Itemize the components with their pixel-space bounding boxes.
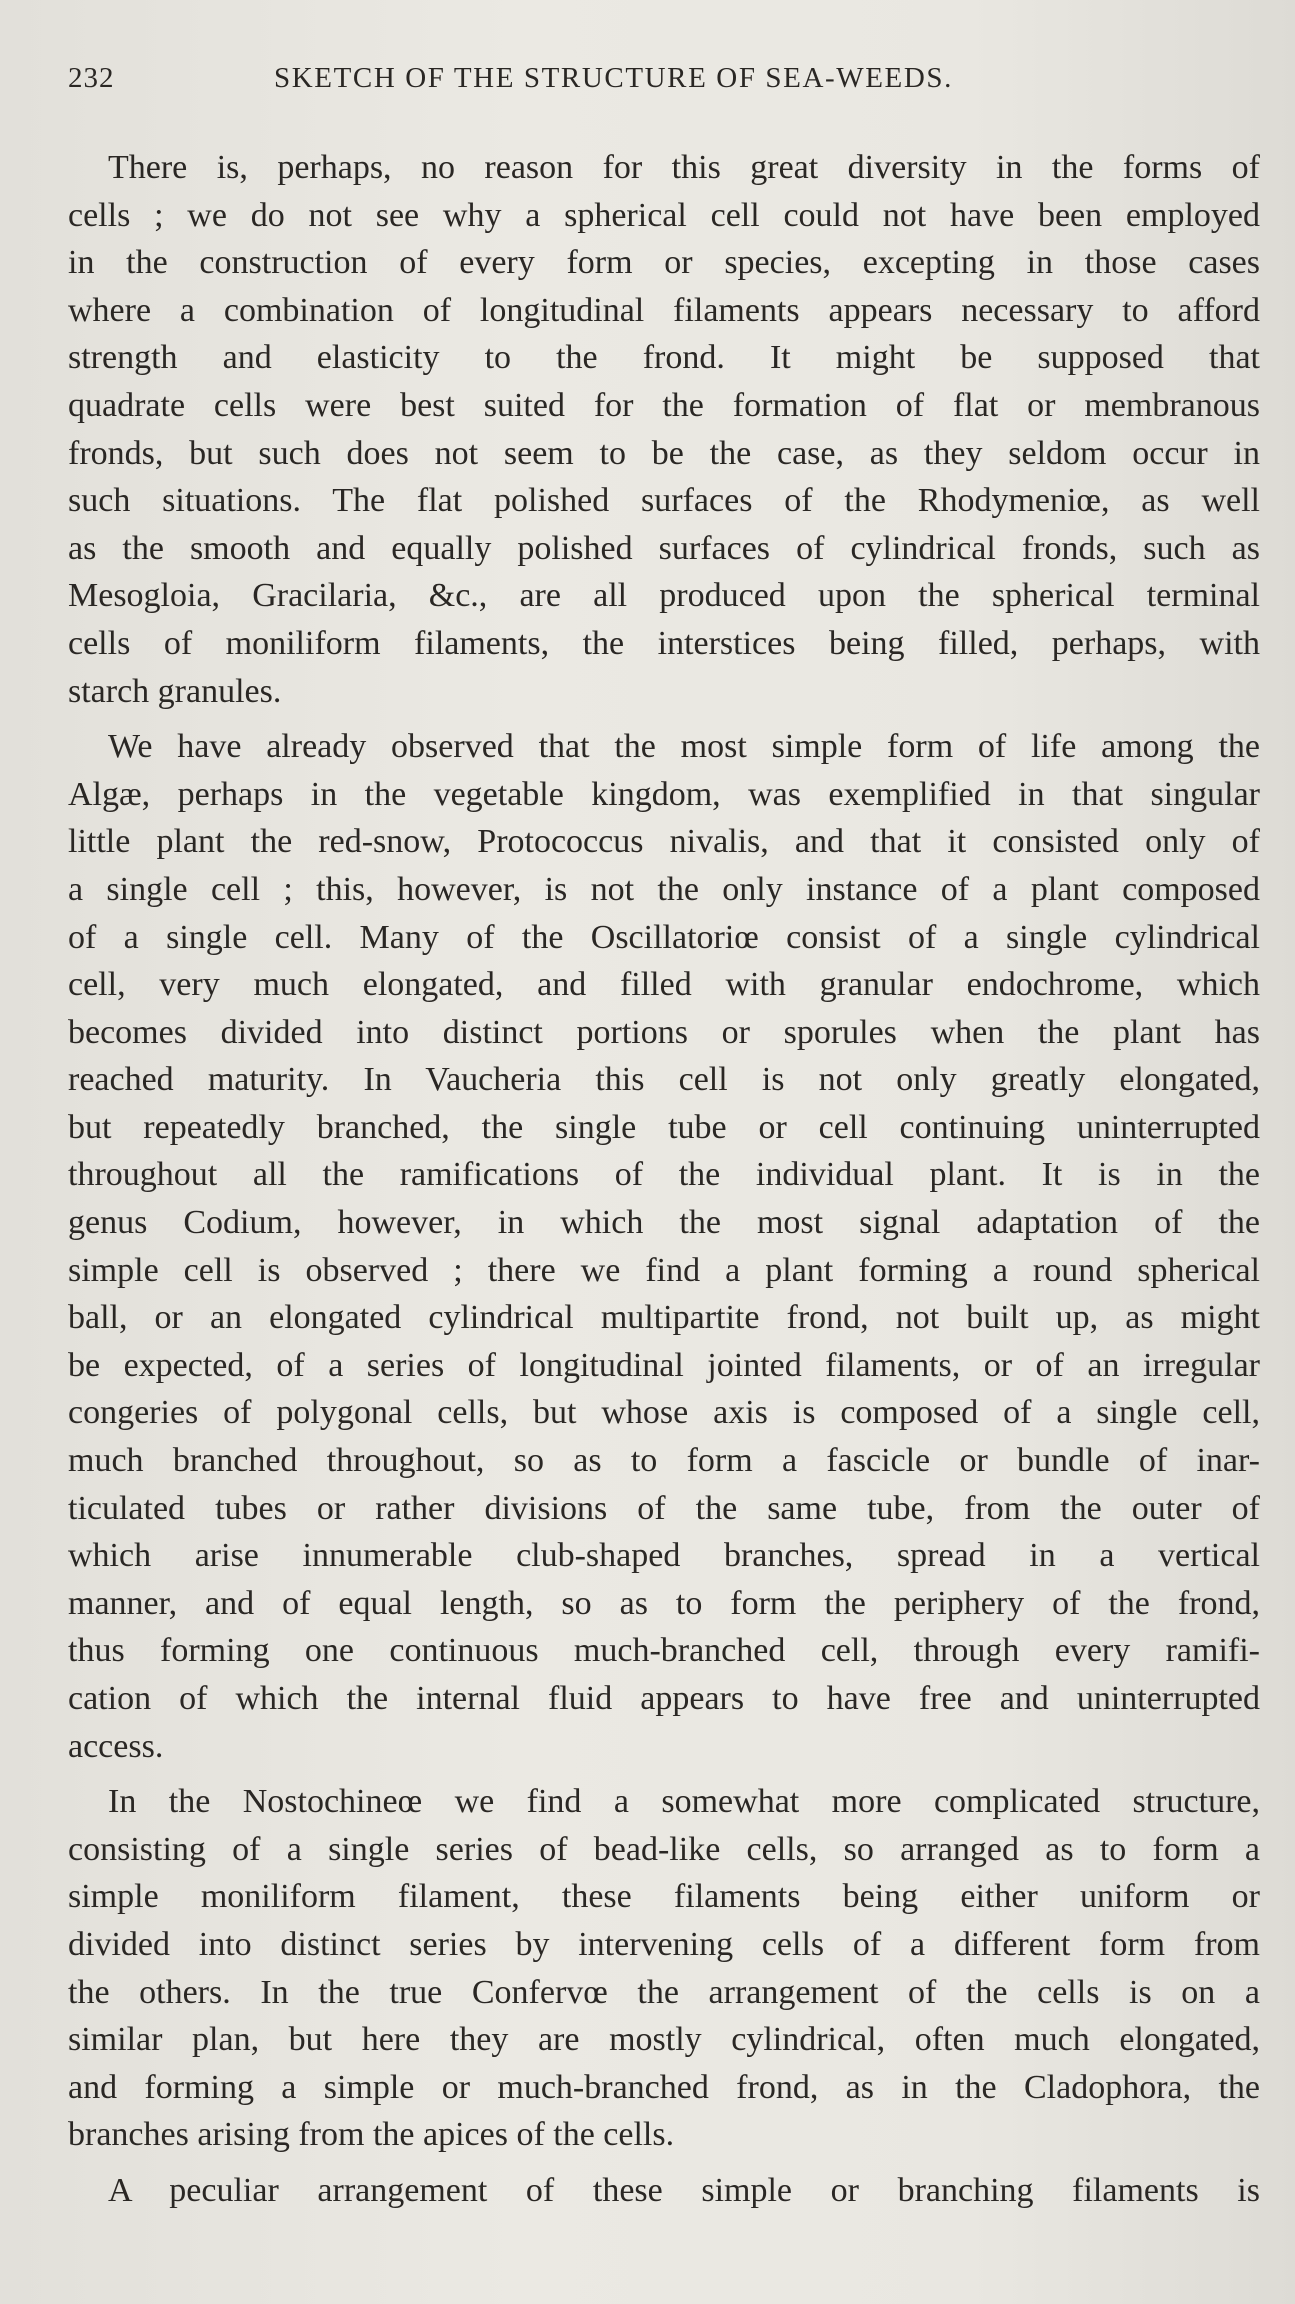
text-line: simple moniliform filament, these filaments being either uniform or <box>68 1878 1260 1916</box>
text-line: Mesogloia, Gracilaria, &c., are all produced upon the spherical terminal <box>68 577 1260 615</box>
text-line: much branched throughout, so as to form a fascicle or bundle of inar- <box>68 1442 1260 1480</box>
text-line: where a combination of longitudinal filaments appears necessary to afford <box>68 291 1260 329</box>
paragraph-nostochineae <box>68 1778 1260 2159</box>
text-line: quadrate cells were best suited for the formation of flat or membranous <box>68 386 1260 424</box>
running-title: SKETCH OF THE STRUCTURE OF SEA-WEEDS. <box>274 62 953 94</box>
text-line: congeries of polygonal cells, but whose axis is composed of a single cell, <box>68 1394 1260 1432</box>
text-line: In the Nostochineœ we find a somewhat more complicated structure, <box>108 1783 1260 1821</box>
text-line: a single cell ; this, however, is not the only instance of a plant composed <box>68 870 1260 908</box>
text-line: of a single cell. Many of the Oscillatoriœ consist of a single cylindrical <box>68 918 1260 956</box>
text-line: ball, or an elongated cylindrical multipartite frond, not built up, as might <box>68 1299 1260 1337</box>
text-line: throughout all the ramifications of the individual plant. It is in the <box>68 1156 1260 1194</box>
text-line: reached maturity. In Vaucheria this cell is not only greatly elongated, <box>68 1061 1260 1099</box>
text-line: We have already observed that the most simple form of life among the <box>108 728 1260 766</box>
text-line: little plant the red-snow, Protococcus nivalis, and that it consisted only of <box>68 823 1260 861</box>
paragraph-single-cell-plants <box>68 723 1260 1770</box>
text-line: starch granules. <box>68 672 282 710</box>
text-line: A peculiar arrangement of these simple or branching filaments is <box>108 2171 1260 2209</box>
text-line: be expected, of a series of longitudinal jointed filaments, or of an irregular <box>68 1346 1260 1384</box>
paragraph-structure-diversity <box>68 144 1260 715</box>
text-line: Algæ, perhaps in the vegetable kingdom, was exemplified in that singular <box>68 775 1260 813</box>
page-header <box>68 62 1273 102</box>
text-line: access. <box>68 1727 164 1765</box>
text-line: There is, perhaps, no reason for this great diversity in the forms of <box>108 149 1260 186</box>
text-line: simple cell is observed ; there we find a plant forming a round spherical <box>68 1251 1260 1289</box>
page-number: 232 <box>68 62 115 94</box>
paragraph-peculiar-arrangement <box>68 2167 1260 2215</box>
text-line: strength and elasticity to the frond. It might be supposed that <box>68 339 1260 377</box>
text-line: genus Codium, however, in which the most signal adaptation of the <box>68 1204 1260 1242</box>
body-text <box>68 144 1260 2215</box>
text-line: divided into distinct series by intervening cells of a different form from <box>68 1925 1260 1963</box>
text-line: fronds, but such does not seem to be the case, as they seldom occur in <box>68 434 1260 472</box>
text-line: thus forming one continuous much-branched cell, through every ramifi- <box>68 1632 1260 1670</box>
text-line: manner, and of equal length, so as to form the periphery of the frond, <box>68 1584 1260 1622</box>
text-line: cells ; we do not see why a spherical cell could not have been employed <box>68 196 1260 234</box>
text-line: similar plan, but here they are mostly cylindrical, often much elongated, <box>68 2021 1260 2059</box>
text-line: branches arising from the apices of the cells. <box>68 2116 675 2154</box>
text-line: ticulated tubes or rather divisions of the same tube, from the outer of <box>68 1489 1260 1527</box>
text-line: as the smooth and equally polished surfaces of cylindrical fronds, such as <box>68 529 1260 567</box>
text-line: cells of moniliform filaments, the interstices being filled, perhaps, with <box>68 624 1260 662</box>
text-line: which arise innumerable club-shaped branches, spread in a vertical <box>68 1537 1260 1575</box>
text-line: and forming a simple or much-branched frond, as in the Cladophora, the <box>68 2068 1260 2106</box>
text-line: becomes divided into distinct portions or sporules when the plant has <box>68 1013 1260 1051</box>
text-line: consisting of a single series of bead-like cells, so arranged as to form a <box>68 1830 1260 1868</box>
text-line: the others. In the true Confervœ the arrangement of the cells is on a <box>68 1973 1260 2011</box>
text-line: such situations. The flat polished surfaces of the Rhodymeniœ, as well <box>68 482 1260 520</box>
text-line: but repeatedly branched, the single tube or cell continuing uninterrupted <box>68 1108 1260 1146</box>
text-line: in the construction of every form or species, excepting in those cases <box>68 244 1260 282</box>
text-line: cell, very much elongated, and filled with granular endochrome, which <box>68 966 1260 1004</box>
text-line: cation of which the internal fluid appears to have free and uninterrupted <box>68 1680 1260 1717</box>
